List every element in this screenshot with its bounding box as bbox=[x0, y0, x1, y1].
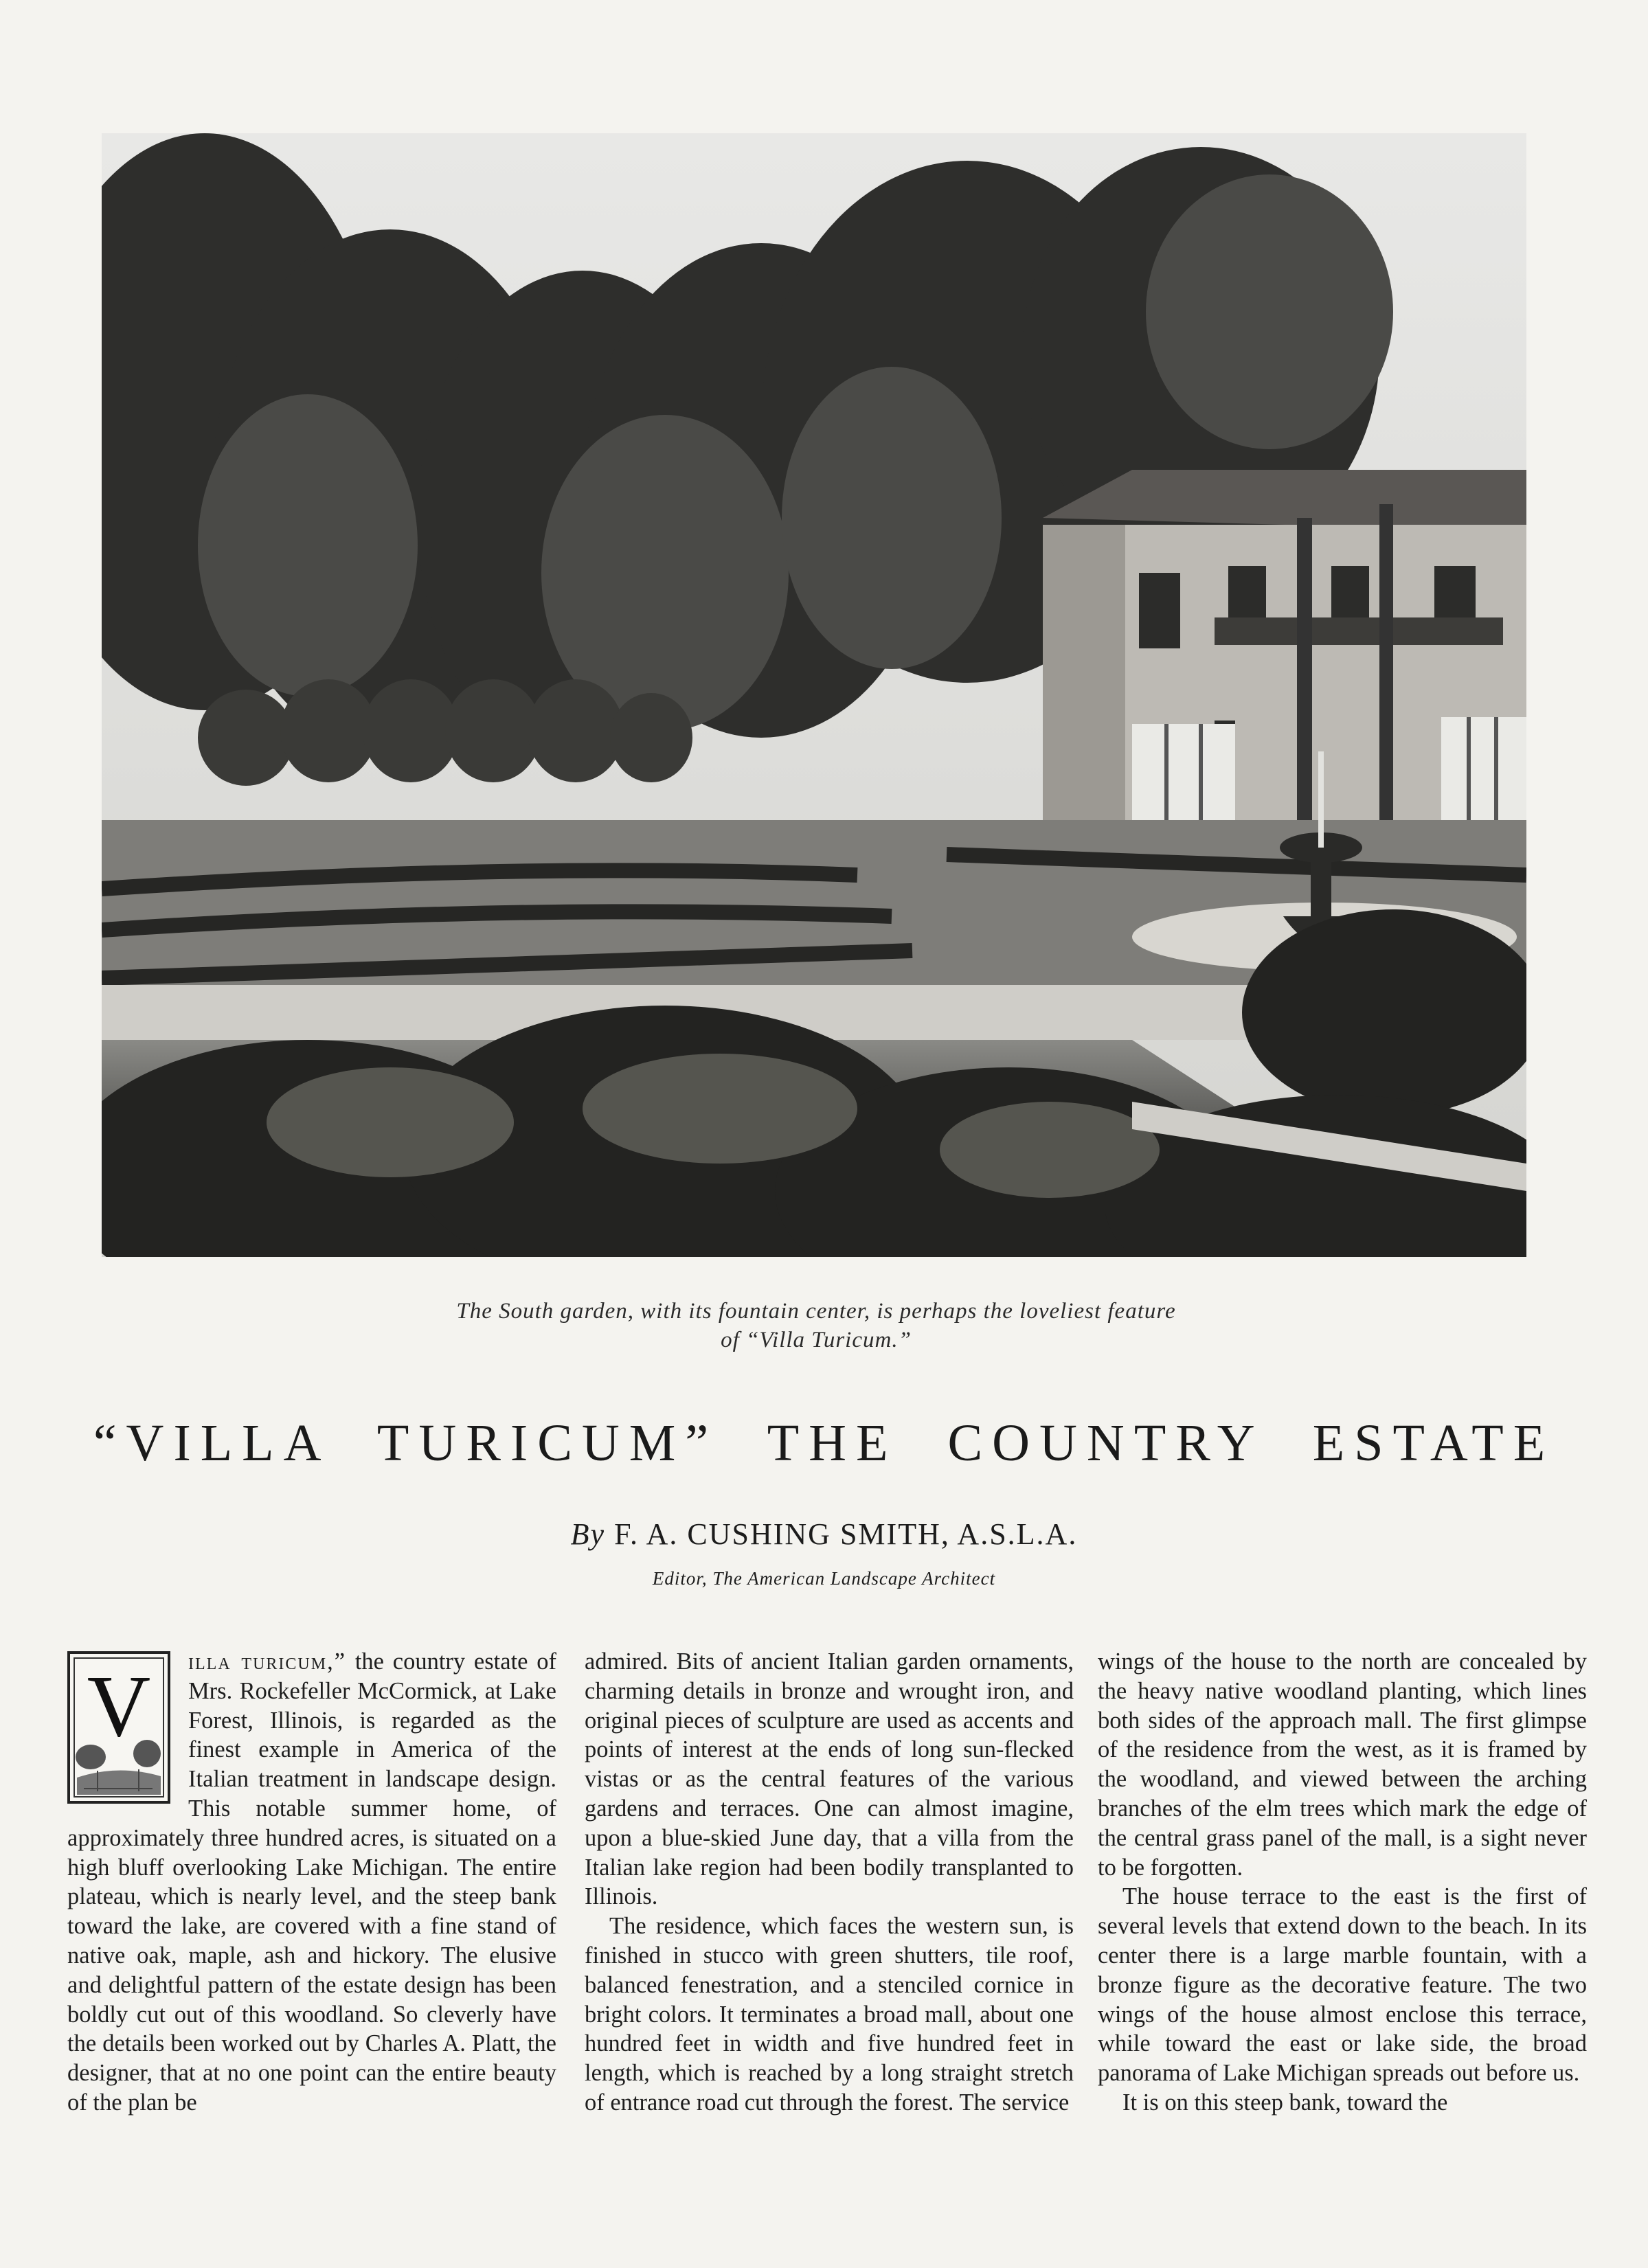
byline-prefix: By bbox=[570, 1517, 606, 1551]
col3-paragraph-1: wings of the house to the north are concealed by the heavy native woodland planting, which lines both sides of the approach mall. The first glimpse of the residence from the west, as it is framed by the woodland, and viewed between the arching branches of the elm trees which mark the edge of the central grass panel of the mall, is a sight never to be forgotten. bbox=[1098, 1648, 1587, 1881]
drop-cap-letter: V bbox=[87, 1657, 151, 1755]
author-affiliation: Editor, The American Landscape Architect bbox=[652, 1568, 996, 1589]
caption-line-1: The South garden, with its fountain center, is perhaps the loveliest feature bbox=[456, 1299, 1176, 1324]
col3-paragraph-3: It is on this steep bank, toward the bbox=[1122, 2089, 1448, 2116]
photo-caption bbox=[206, 1297, 1426, 1354]
col2-paragraph-2: The residence, which faces the western sun, is finished in stucco with green shutters, tile roof, balanced fenestration, and a stenciled cornice in bright colors. It terminates a broad mall, about one hundred feet in width and five hundred feet in length, which is reached by a long straight stretch of entrance road cut through the forest. The service bbox=[585, 1913, 1074, 2116]
garden-photo-illustration bbox=[102, 133, 1526, 1257]
col1-paragraph: the country estate of Mrs. Rockefeller McCormick, at Lake Forest, Illinois, is regarded as the finest example in America of the Italian treatment in landscape design. This notable summer home, of approximately three hundred acres, is situated on a high bluff overlooking Lake Michigan. The entire plateau, which is nearly level, and the steep bank toward the lake, are covered with a fine stand of native oak, maple, ash and hickory. The elusive and delightful pattern of the estate design has been boldly cut out of this woodland. So cleverly have the details been worked out by Charles A. Platt, the designer, that at no one point can the entire beauty of the plan be bbox=[67, 1648, 556, 2116]
garden-photograph bbox=[102, 133, 1526, 1257]
text-column-3 bbox=[1098, 1647, 1587, 2118]
text-column-1 bbox=[67, 1647, 556, 2118]
opening-words: illa turicum,” bbox=[188, 1648, 347, 1675]
text-column-2 bbox=[585, 1647, 1074, 2118]
col3-paragraph-2: The house terrace to the east is the first of several levels that extend down to the beach. In its center there is a large marble fountain, with a bronze figure as the decorative feature. The two wings of the house almost enclose this terrace, while toward the east or lake side, the broad panorama of Lake Michigan spreads out before us. bbox=[1098, 1883, 1587, 2087]
drop-cap-ornament bbox=[67, 1651, 170, 1804]
article-title: “VILLA TURICUM” THE COUNTRY ESTATE bbox=[93, 1414, 1555, 1472]
caption-line-2: of “Villa Turicum.” bbox=[721, 1328, 912, 1352]
byline bbox=[0, 1517, 1648, 1552]
col2-paragraph-1: admired. Bits of ancient Italian garden ornaments, charming details in bronze and wrought iron, and original pieces of sculpture are used as accents and points of interest at the ends of long sun-flecked vistas or as the central features of the various gardens and terraces. One can almost imagine, upon a blue-skied June day, that a villa from the Italian lake region had been bodily transplanted to Illinois. bbox=[585, 1648, 1074, 1910]
author-name: F. A. CUSHING SMITH, A.S.L.A. bbox=[614, 1517, 1078, 1551]
